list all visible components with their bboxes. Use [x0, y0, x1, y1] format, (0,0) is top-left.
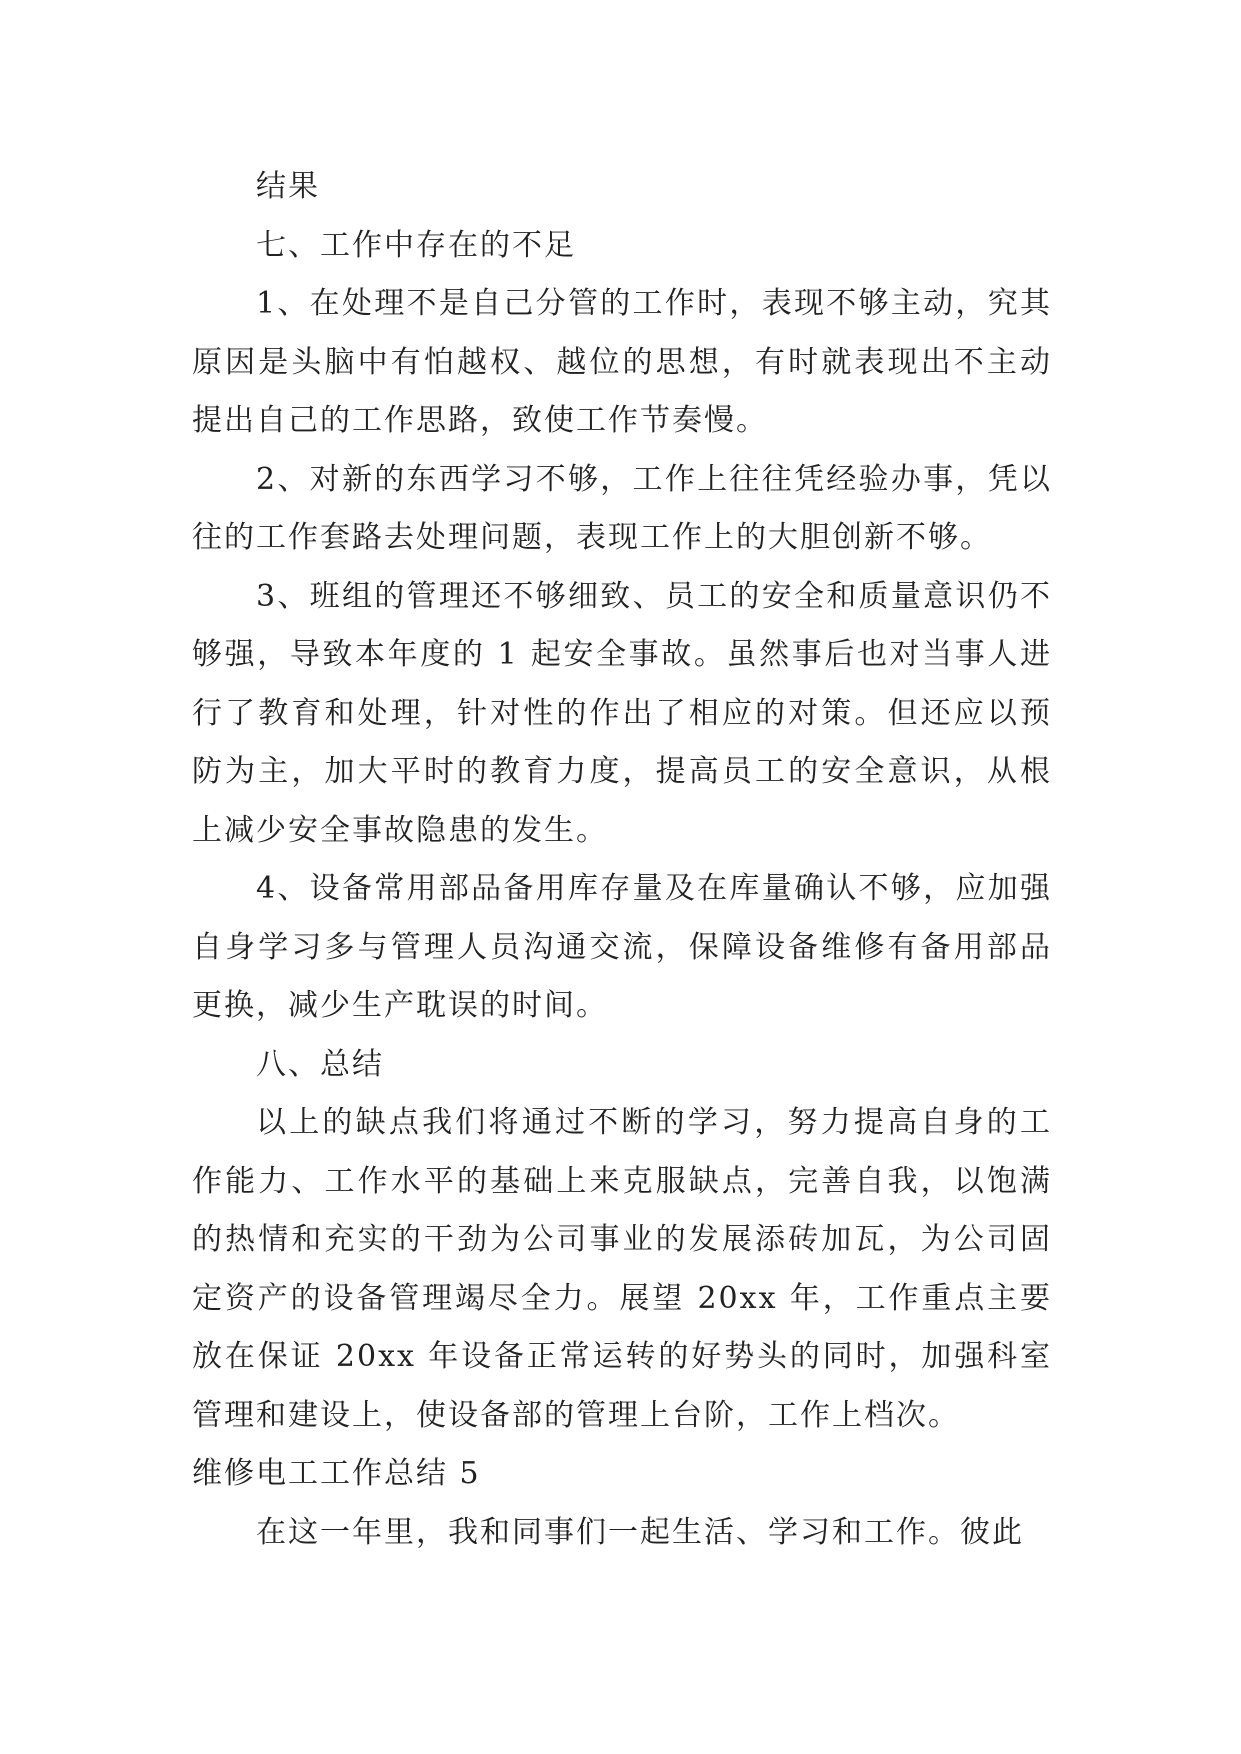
paragraph-summary: 以上的缺点我们将通过不断的学习，努力提高自身的工作能力、工作水平的基础上来克服缺点，完善自我，以饱满的热情和充实的干劲为公司事业的发展添砖加瓦，为公司固定资产的设备管理竭尽全力。展望 20xx 年，工作重点主要放在保证 20xx 年设备正常运转的好势头的同时，加强科室管理和建设上，使设备部的管理上台阶，工作上档次。 [192, 1105, 1052, 1433]
paragraph-shortcoming-3: 3、班组的管理还不够细致、员工的安全和质量意识仍不够强，导致本年度的 1 起安全事故。虽然事后也对当事人进行了教育和处理，针对性的作出了相应的对策。但还应以预防为主，加大平时的教育力度，提高员工的安全意识，从根上减少安全事故隐患的发生。 [192, 578, 1052, 848]
paragraph-shortcoming-2: 2、对新的东西学习不够，工作上往往凭经验办事，凭以往的工作套路去处理问题，表现工作上的大胆创新不够。 [192, 461, 1052, 555]
paragraph-shortcoming-1: 1、在处理不是自己分管的工作时，表现不够主动，究其原因是头脑中有怕越权、越位的思想，有时就表现出不主动提出自己的工作思路，致使工作节奏慢。 [192, 286, 1052, 438]
text-line-result: 结果 [256, 169, 320, 204]
document-body [192, 158, 1052, 1562]
section-heading-shortcomings: 七、工作中存在的不足 [256, 227, 576, 263]
paragraph-intro: 在这一年里，我和同事们一起生活、学习和工作。彼此 [256, 1514, 1024, 1550]
paragraph-shortcoming-4: 4、设备常用部品备用库存量及在库量确认不够，应加强自身学习多与管理人员沟通交流，保障设备维修有备用部品更换，减少生产耽误的时间。 [192, 871, 1052, 1023]
section-heading-summary: 八、总结 [256, 1046, 384, 1082]
article-title: 维修电工工作总结 5 [192, 1456, 481, 1491]
